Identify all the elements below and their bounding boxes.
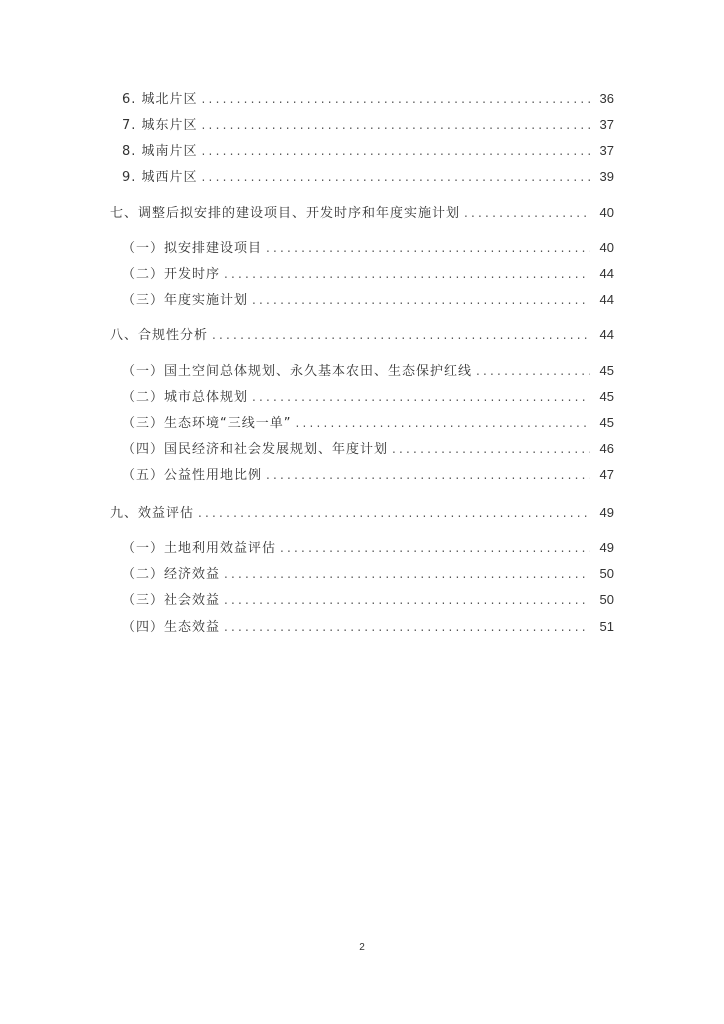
toc-dot-leader — [198, 503, 590, 523]
toc-page-number: 45 — [599, 363, 614, 378]
toc-dot-leader — [295, 413, 590, 433]
toc-entry[interactable] — [122, 290, 614, 310]
toc-entry-label: 7. 城东片区 — [122, 118, 198, 133]
toc-dot-leader — [212, 325, 590, 345]
toc-entry-label: （二）城市总体规划 — [122, 390, 249, 405]
toc-entry-label: 七、调整后拟安排的建设项目、开发时序和年度实施计划 — [110, 206, 461, 221]
toc-dot-leader — [224, 564, 590, 584]
toc-page-number: 37 — [599, 143, 614, 158]
toc-entry-label: 8. 城南片区 — [122, 144, 198, 159]
toc-entry-label: （三）生态环境“三线一单” — [122, 416, 292, 431]
toc-dot-leader — [476, 361, 590, 381]
toc-entry[interactable] — [122, 238, 614, 258]
toc-entry[interactable] — [122, 115, 614, 135]
toc-page-number: 44 — [599, 327, 614, 342]
toc-page-number: 44 — [599, 292, 614, 307]
toc-entry-label: （一）国土空间总体规划、永久基本农田、生态保护红线 — [122, 364, 473, 379]
toc-dot-leader — [224, 264, 590, 284]
toc-page-number: 50 — [599, 566, 614, 581]
toc-entry[interactable] — [122, 538, 614, 558]
toc-page-number: 40 — [599, 240, 614, 255]
toc-page-number: 37 — [599, 117, 614, 132]
toc-entry[interactable] — [122, 167, 614, 187]
toc-dot-leader — [202, 115, 590, 135]
toc-dot-leader — [266, 465, 590, 485]
toc-page-number: 39 — [599, 169, 614, 184]
toc-entry[interactable] — [122, 89, 614, 109]
toc-entry-label: （三）年度实施计划 — [122, 293, 249, 308]
toc-entry-label: （二）开发时序 — [122, 267, 221, 282]
toc-entry[interactable] — [122, 141, 614, 161]
toc-entry-label: （一）土地利用效益评估 — [122, 541, 277, 556]
toc-entry-label: 九、效益评估 — [110, 506, 195, 521]
toc-dot-leader — [392, 439, 590, 459]
toc-dot-leader — [224, 617, 590, 637]
toc-dot-leader — [252, 387, 590, 407]
toc-entry-label: （五）公益性用地比例 — [122, 468, 263, 483]
toc-entry[interactable] — [110, 325, 614, 345]
page-number-footer: 2 — [359, 942, 365, 953]
toc-dot-leader — [252, 290, 590, 310]
toc-entry-label: 6. 城北片区 — [122, 92, 198, 107]
toc-dot-leader — [280, 538, 590, 558]
toc-dot-leader — [202, 167, 590, 187]
toc-entry[interactable] — [110, 203, 614, 223]
toc-entry-label: （二）经济效益 — [122, 567, 221, 582]
toc-page-number: 50 — [599, 592, 614, 607]
toc-page-number: 51 — [599, 619, 614, 634]
toc-entry[interactable] — [122, 361, 614, 381]
toc-page-number: 47 — [599, 467, 614, 482]
toc-dot-leader — [224, 590, 590, 610]
toc-entry[interactable] — [122, 387, 614, 407]
toc-entry[interactable] — [110, 503, 614, 523]
toc-entry-label: （四）国民经济和社会发展规划、年度计划 — [122, 442, 389, 457]
toc-page-number: 49 — [599, 505, 614, 520]
toc-entry-label: 9. 城西片区 — [122, 170, 198, 185]
toc-dot-leader — [464, 203, 590, 223]
toc-dot-leader — [266, 238, 590, 258]
toc-entry[interactable] — [122, 590, 614, 610]
toc-dot-leader — [202, 141, 590, 161]
toc-entry-label: （三）社会效益 — [122, 593, 221, 608]
toc-page-number: 45 — [599, 389, 614, 404]
toc-entry-label: 八、合规性分析 — [110, 328, 209, 343]
toc-entry-label: （一）拟安排建设项目 — [122, 241, 263, 256]
toc-entry[interactable] — [122, 264, 614, 284]
toc-page-number: 44 — [599, 266, 614, 281]
toc-page-number: 46 — [599, 441, 614, 456]
toc-entry[interactable] — [122, 439, 614, 459]
toc-entry[interactable] — [122, 564, 614, 584]
toc-page-number: 40 — [599, 205, 614, 220]
toc-page-number: 36 — [599, 91, 614, 106]
toc-page-number: 45 — [599, 415, 614, 430]
toc-dot-leader — [202, 89, 590, 109]
toc-entry[interactable] — [122, 413, 614, 433]
toc-entry-label: （四）生态效益 — [122, 620, 221, 635]
toc-page-number: 49 — [599, 540, 614, 555]
toc-entry[interactable] — [122, 465, 614, 485]
toc-entry[interactable] — [122, 617, 614, 637]
